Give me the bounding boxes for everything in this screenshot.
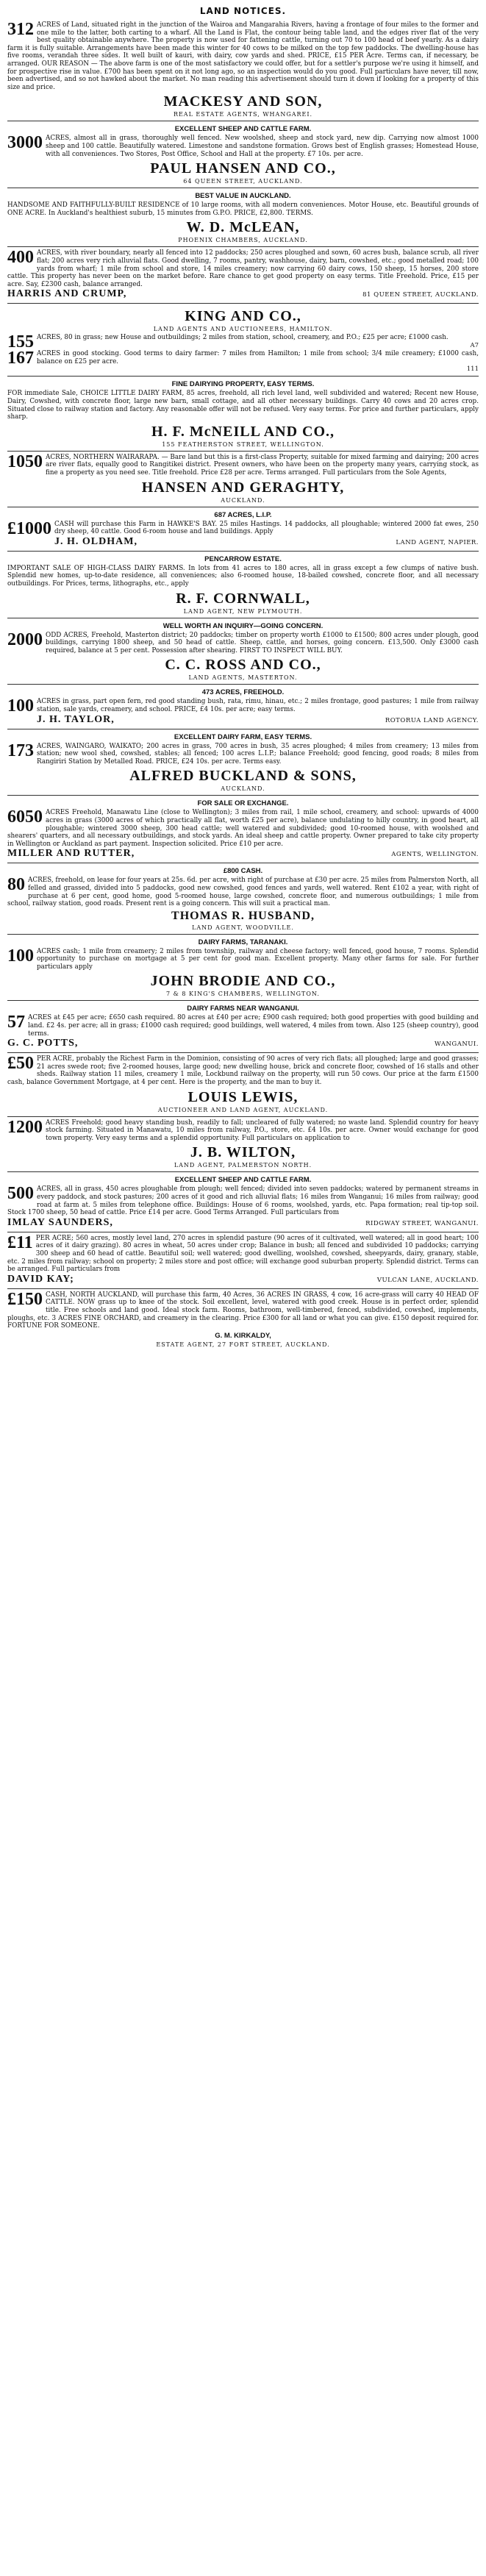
advert-lead-number: 2000 <box>7 629 43 649</box>
advertiser-name: J. H. TAYLOR, <box>37 713 115 725</box>
advert-miller-rutter <box>7 796 479 863</box>
advertiser-address: REAL ESTATE AGENTS, WHANGAREI. <box>173 111 313 118</box>
advertiser-address: ESTATE AGENT, 27 FORT STREET, AUCKLAND. <box>156 1341 330 1348</box>
advert-mcneill <box>7 377 479 451</box>
advertiser-name: MILLER AND RUTTER, <box>7 848 135 860</box>
advert-title: EXCELLENT SHEEP AND CATTLE FARM. <box>174 1176 312 1185</box>
advertiser-address: WANGANUI. <box>435 1041 479 1049</box>
advert-king-co <box>7 304 479 377</box>
advert-lead-number: 3000 <box>7 133 43 153</box>
advertiser-name: LOUIS LEWIS, <box>187 1088 299 1105</box>
advert-body: ACRES, almost all in grass, thoroughly well fenced. New woolshed, sheep and stock yard, new dip. Carrying now almost 1000 sheep and 100 cattle. Beautifully watered. Limestone and sandstone formation. Grows best of English grasses; Homestead House, with all conveniences. Two Stores, Post Office, School and Hall at the property. £7 10s. per acre. <box>46 135 479 158</box>
advert-title: DAIRY FARMS, TARANAKI. <box>198 938 288 946</box>
advert-husband <box>7 863 479 934</box>
advert-body: CASH, NORTH AUCKLAND, will purchase this farm, 40 Acres, 36 ACRES IN GRASS, 4 cow, 16 acre-grass will carry 40 HEAD OF CATTLE. NOW grass up to knee of the stock. Soil excellent, level, watered with good creek. House is in perfect order, splendid title. Free schools and land good. Ideal stock farm. Rooms, bathroom, well-timbered, fenced, subdivided, cowshed, implements, ploughs, etc. 3 ACRES FINE ORCHARD, and creamery in the clearing. Price £300 for all land or what you can give. £150 deposit required for. FORTUNE FOR SOMEONE. <box>7 1291 479 1330</box>
advert-lead-number: 500 <box>7 1184 34 1204</box>
advert-ross <box>7 618 479 685</box>
advert-body: PER ACRE; 560 acres, mostly level land, 270 acres in splendid pasture (90 acres of it cultivated, well watered; all in good heart; 100 acres of it dairy grazing). 80 acres in wheat, 50 acres under crop; Balance in bush; all fenced and subdivided 10 paddocks; carrying 300 sheep and 60 head of cattle. Beautiful soil; well watered; good dwelling, woolshed, cowshed, sheepyards, dairy, granary, stable, etc. 2 miles from railway; school on property; 2 miles store and post office; will exchange good suburban property. Splendid district. Terms can be arranged. Full particulars from <box>7 1234 479 1274</box>
advert-signature <box>7 848 479 860</box>
advert-lewis <box>7 1053 479 1116</box>
advert-body: ACRES, WAINGARO, WAIKATO; 200 acres in grass, 700 acres in bush, 35 acres ploughed; 4 miles from creamery; 13 miles from station; new wool shed, cowshed, stables; all fenced; 100 acres L.I.P.; balance Freehold; good fencing, good roads; 8 miles from Rangiriri Station by Metalled Road. PRICE, £24 10s. per acre. Terms easy. <box>37 742 479 766</box>
advert-lead-number: 100 <box>7 946 34 966</box>
advert-title: 473 ACRES, FREEHOLD. <box>201 688 285 697</box>
advert-lead-number: 400 <box>7 248 34 268</box>
advertiser-name: HANSEN AND GERAGHTY, <box>141 479 345 496</box>
advert-brodie <box>7 935 479 1002</box>
advert-title: 687 ACRES, L.I.P. <box>214 510 272 519</box>
advert-body: ACRES, freehold, on lease for four years at 25s. 6d. per acre, with right of purchase at £30 per acre. 25 miles from Palmerston North, all felled and grassed, divided into 5 paddocks, good new cowshed, good fences and yards, well watered. Rent £102 a year, with right of purchase at 6 per cent, good home, good 5-roomed house, large cowshed, concrete floor, and numerous outbuildings; 1 mile from school, railway station, good roads. Present rent is a going concern. This will suit a practical man. <box>7 877 479 908</box>
advert-body: ACRES, with river boundary, nearly all fenced into 12 paddocks; 250 acres ploughed and sown, 60 acres bush, balance scrub, all river flat; 200 acres very rich alluvial flats. Good dwelling, 7 rooms, pantry, washhouse, dairy, barn, cowshed, etc.; good metalled road; 100 yards from wharf; 1 mile from school and store, 14 miles creamery; now carrying 60 dairy cows, 150 sheep, 15 horses, 200 store cattle. This property has never been on the market before. Rare chance to get good property on easy terms. Title Freehold. Price, £15 per acre. Say, £2300 cash, balance arranged. <box>7 249 479 288</box>
advertiser-address: LAND AGENTS AND AUCTIONEERS, HAMILTON. <box>153 326 333 333</box>
advertiser-address: 64 QUEEN STREET, AUCKLAND. <box>183 178 303 185</box>
advertiser-name: DAVID KAY; <box>7 1273 74 1285</box>
advertiser-name: MACKESY AND SON, <box>163 93 323 110</box>
land-notices-page <box>7 0 479 1351</box>
advertiser-name: J. B. WILTON, <box>190 1144 296 1161</box>
advert-title: £800 CASH. <box>223 867 263 876</box>
advertiser-name: HARRIS AND CRUMP, <box>7 288 127 300</box>
advert-body: ODD ACRES, Freehold, Masterton district; 20 paddocks; timber on property worth £1000 to £1500; 800 acres under plough, good buildings, carrying 1800 sheep, and 50 head of cattle. Sheep, cattle, and horses, going concern. £13,500. Only £3000 cash required, balance at 5 per cent. Possession after shearing. FIRST TO INSPECT WILL BUY. <box>46 631 479 654</box>
advert-body: ACRES, 80 in grass; new House and outbuildings; 2 miles from station, school, creamery, and P.O.; £25 per acre; £1000 cash. <box>37 334 449 342</box>
advert-body: ACRES, all in grass, 450 acres ploughable from plough; well fenced; divided into seven paddocks; watered by permanent streams in every paddock, and stock pastures; 200 acres of it good and rich alluvial flats; 16 miles from Wanganui; 16 miles from railway; good road at farm at. 5 miles from telephone office. Buildings: House of 6 rooms, woolshed, yards, etc. Papa formation; real tip-top soil. Stock 1700 sheep, 50 head of cattle. Price £14 per acre. Good Terms Arranged. Full particulars from <box>7 1185 479 1217</box>
advertiser-name: G. M. KIRKALDY, <box>215 1331 271 1340</box>
advert-title: DAIRY FARMS NEAR WANGANUI. <box>187 1005 299 1013</box>
advert-kirkaldy <box>7 1289 479 1351</box>
advertiser-address: AGENTS, WELLINGTON. <box>391 851 479 859</box>
advertiser-address: AUCKLAND. <box>221 785 265 793</box>
advert-body: ACRES of Land, situated right in the junction of the Wairoa and Mangarahia Rivers, having a frontage of four miles to the former and one mile to the latter, both carting to a wharf. All the Land is Flat, the contour being table land, and the edges river flat of the very best quality obtainable anywhere. The property is now used for fattening cattle, turning out 70 to 100 head of beef yearly. As a dairy farm it is fully suitable. Arrangements have been made this winter for 40 cows to be milked on the top few paddocks. The dwelling-house has five rooms, verandah three sides. It well built of kauri, with dairy, cow yards and shed. PRICE, £15 PER Acre. Terms can, if necessary, be arranged. OUR REASON — The above farm is one of the most satisfactory we could offer, but for a settler's purpose we're using it himself, and for prospective rise in value. £700 has been spent on it not long ago, so an inspection would do you good. Full particulars have never, till now, been advertised, and so not hawked about the market. No man reading this advertisement should turn it down if looking for a property of this size and price. <box>7 21 479 91</box>
advert-ref: A7 <box>470 341 479 349</box>
advert-body: IMPORTANT SALE OF HIGH-CLASS DAIRY FARMS. In lots from 41 acres to 180 acres, all in grass except a few clumps of native bush. Splendid new homes, up-to-date residence, all conveniences; also 6-roomed house, 18-bailed cowshed, concrete floor, and all necessary outbuildings. For Prices, terms, lithographs, etc., apply <box>7 564 479 588</box>
advertiser-name: KING AND CO., <box>185 308 301 325</box>
advertiser-name: R. F. CORNWALL, <box>176 590 310 607</box>
advert-body: ACRES Freehold, Manawatu Line (close to Wellington); 3 miles from rail, 1 mile school, creamery, and school: upwards of 4000 acres in grass (3000 acres of which practically all flat, worth £25 per acre), balance undulating to hilly country, in good heart, all ploughable; wintered 3000 sheep, 300 head cattle; well watered and subdivided; good 10-roomed house, with woolshed and shearers' quarters, and all necessary outbuildings, and stock yards. An ideal sheep and cattle property. Owner prepared to take city property in Wellington or Auckland as part payment. Inspection solicited. Price £10 per acre. <box>7 809 479 848</box>
advertiser-address: LAND AGENT, NEW PLYMOUTH. <box>183 607 303 615</box>
advert-title: BEST VALUE IN AUCKLAND. <box>195 192 291 201</box>
advertiser-address: PHOENIX CHAMBERS, AUCKLAND. <box>178 237 308 244</box>
advert-title: FOR SALE OR EXCHANGE. <box>197 799 289 808</box>
advert-body: ACRES cash; 1 mile from creamery; 2 miles from township, railway and cheese factory; well fenced, good house, 7 rooms. Splendid opportunity to purchase on mortgage at 5 per cent for good man. Excellent property. Many other farms for sale. For further particulars apply <box>37 947 479 971</box>
advert-mackesy <box>7 19 479 121</box>
advert-title: WELL WORTH AN INQUIRY—GOING CONCERN. <box>162 621 324 630</box>
advert-lead-number: 167 <box>7 350 34 368</box>
advert-title: EXCELLENT DAIRY FARM, EASY TERMS. <box>174 732 312 741</box>
advertiser-address: 155 FEATHERSTON STREET, WELLINGTON. <box>162 440 324 448</box>
advert-signature <box>7 288 479 300</box>
advertiser-name: IMLAY SAUNDERS, <box>7 1216 113 1228</box>
advert-signature <box>7 1274 479 1285</box>
advert-hansen-geraghty <box>7 452 479 507</box>
advertiser-address: ROTORUA LAND AGENCY. <box>385 716 479 724</box>
advertiser-address: LAND AGENT, PALMERSTON NORTH. <box>174 1162 312 1169</box>
advert-mclean <box>7 188 479 247</box>
advert-signature <box>54 536 479 548</box>
advert-lead-number: 80 <box>7 875 25 895</box>
advertiser-address: RIDGWAY STREET, WANGANUI. <box>365 1219 479 1227</box>
advert-wilton <box>7 1117 479 1173</box>
advertiser-name: ALFRED BUCKLAND & SONS, <box>129 768 357 785</box>
advert-body: FOR immediate Sale, CHOICE LITTLE DAIRY FARM, 85 acres, freehold, all rich level land, well subdivided and watered; Recent new House, Dairy, Cowshed, with concrete floor, large new barn, small cottage, and all other necessary buildings. Carry 40 cows and 20 acres crop. Situated close to railway station and factory. Any reasonable offer will not be refused. Very easy terms. For price and further particulars, apply sharp. <box>7 390 479 421</box>
advert-body: ACRES at £45 per acre; £650 cash required. 80 acres at £40 per acre; £900 cash required; both good properties with good building and land. £2 4s. per acre; all in grass; £1000 cash required; good buildings, well watered, 4 miles from town. Also 125 (sheep country), good terms. <box>28 1014 479 1038</box>
advertiser-address: LAND AGENTS, MASTERTON. <box>188 674 298 682</box>
advertiser-name: H. F. McNEILL AND CO., <box>151 423 335 440</box>
advert-body: ACRES in good stocking. Good terms to dairy farmer: 7 miles from Hamilton; 1 mile from school; 3/4 mile creamery; £1000 cash, balance on £25 per acre. <box>37 350 479 365</box>
advert-lead-number: 155 <box>7 334 34 351</box>
advert-body: ACRES in grass, part open fern, red good standing bush, rata, rimu, hinau, etc.; 2 miles frontage, good pastures; 1 mile from railway station, sale yards, creamery, and school. PRICE, £4 10s. per acre; easy terms. <box>37 698 479 713</box>
advertiser-address: LAND AGENT, NAPIER. <box>396 538 479 546</box>
advertiser-name: PAUL HANSEN AND CO., <box>150 160 336 177</box>
advert-lead-number: £50 <box>7 1054 34 1074</box>
advert-ref: 111 <box>466 365 479 374</box>
advert-cornwall <box>7 552 479 618</box>
advertiser-address: LAND AGENT, WOODVILLE. <box>192 924 294 931</box>
advertiser-name: G. C. POTTS, <box>7 1038 79 1049</box>
advert-body: PER ACRE, probably the Richest Farm in the Dominion, consisting of 90 acres of very rich flats; all ploughed; large and good grasses; 21 acres swede root; five 2-roomed houses, large good; new dwelling house, brick and concrete floor, cowshed of 16 stalls and other sheds. Railway station 11 miles, creamery 1 mile, Lockbund railway on the property, will run 50 cows. Our price at the farm £1500 cash, balance Government Mortgage, at 4 per cent. Here is the property, and the man to buy it. <box>7 1055 479 1087</box>
advert-signature <box>7 1038 479 1049</box>
section-heading: LAND NOTICES. <box>199 6 287 16</box>
advert-lead-number: 1200 <box>7 1117 43 1137</box>
advert-body: ACRES Freehold; good heavy standing bush, readily to fall; uncleared of fully watered; no waste land. Splendid country for heavy stock farming. Situated in Manawatu, 10 miles from railway, P.O., store, etc. £4 10s. per acre. Owner would exchange for good town property. Very easy terms and a splendid opportunity. Full particulars on application to <box>46 1118 479 1142</box>
advert-taylor <box>7 685 479 729</box>
advertiser-name: JOHN BRODIE AND CO., <box>150 973 336 990</box>
advertiser-name: C. C. ROSS AND CO., <box>165 657 321 674</box>
advert-lead-number: £11 <box>7 1232 33 1252</box>
advert-title: EXCELLENT SHEEP AND CATTLE FARM. <box>174 125 312 134</box>
advert-body: CASH will purchase this Farm in HAWKE'S BAY. 25 miles Hastings. 14 paddocks, all ploughable; wintered 2000 fat ewes, 250 dry sheep, 40 cattle. Good 6-room house and land buildings. Apply <box>54 520 479 536</box>
advert-signature <box>7 1217 479 1229</box>
advert-lead-number: 100 <box>7 696 34 716</box>
advert-lead-number: £1000 <box>7 518 51 538</box>
advert-lead-number: £150 <box>7 1289 43 1309</box>
advert-lead-number: 312 <box>7 20 34 39</box>
advert-lead-number: 6050 <box>7 807 43 827</box>
advert-lead-number: 1050 <box>7 452 43 471</box>
advert-buckland <box>7 729 479 796</box>
advert-paul-hansen <box>7 121 479 188</box>
advert-kay <box>7 1232 479 1289</box>
advert-harris-crump <box>7 247 479 304</box>
advertiser-address: AUCKLAND. <box>221 496 265 504</box>
advertiser-name: J. H. OLDHAM, <box>54 535 137 547</box>
advertiser-address: 81 QUEEN STREET, AUCKLAND. <box>362 291 479 299</box>
advert-body: ACRES, NORTHERN WAIRARAPA. — Bare land but this is a first-class Property, suitable for mixed farming and dairying; 200 acres are river flats, equally good to Rangitikei district. Present owners, who have been on the property many years, carrying stock, as fine a property as you need see. Title freehold. Price £28 per acre. Terms arranged. Full particulars from the Sole Agents, <box>46 453 479 477</box>
advertiser-address: VULCAN LANE, AUCKLAND. <box>376 1276 479 1284</box>
advertiser-name: THOMAS R. HUSBAND, <box>171 909 315 922</box>
advert-title: FINE DAIRYING PROPERTY, EASY TERMS. <box>171 380 315 389</box>
advert-oldham <box>7 507 479 552</box>
advert-signature <box>37 714 479 726</box>
advertiser-address: AUCTIONEER AND LAND AGENT, AUCKLAND. <box>157 1106 329 1113</box>
advert-lead-number: 57 <box>7 1013 25 1032</box>
advert-title: PENCARROW ESTATE. <box>204 554 282 563</box>
advertiser-name: W. D. McLEAN, <box>186 219 300 236</box>
advert-potts <box>7 1001 479 1053</box>
advertiser-address: 7 & 8 KING'S CHAMBERS, WELLINGTON. <box>166 991 320 998</box>
advert-body: HANDSOME AND FAITHFULLY-BUILT RESIDENCE of 10 large rooms, with all modern conveniences. Motor House, etc. Beautiful grounds of ONE ACRE. In Auckland's healthiest suburb, 15 minutes from G.P.O. PRICE, £2,800. TERMS. <box>7 201 479 217</box>
advert-lead-number: 173 <box>7 741 34 760</box>
advert-saunders <box>7 1172 479 1232</box>
